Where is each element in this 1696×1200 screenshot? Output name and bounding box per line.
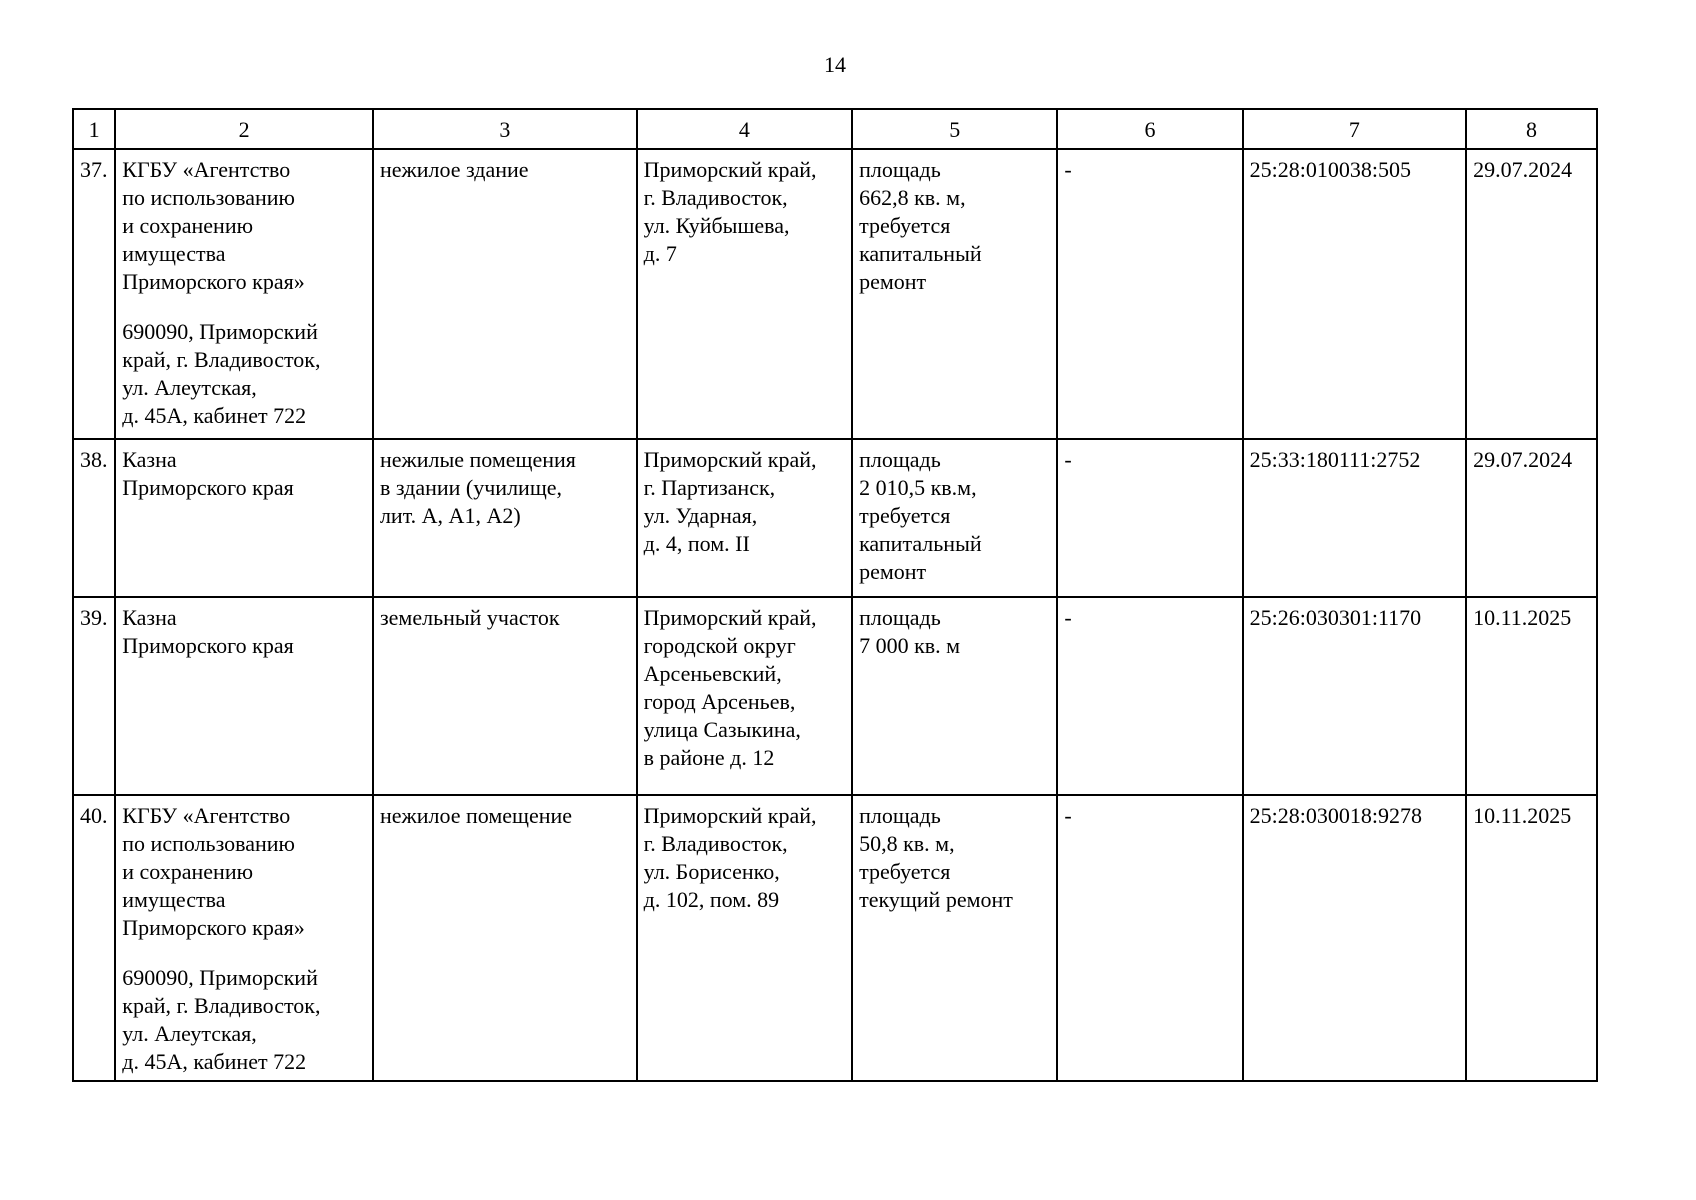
property-registry-table (72, 108, 1598, 1082)
column-header: 3 (373, 109, 637, 149)
holder-cell (115, 795, 373, 1081)
column-6-value: - (1057, 149, 1242, 439)
page-number: 14 (824, 52, 846, 77)
column-6-value: - (1057, 795, 1242, 1081)
cadastral-number: 25:26:030301:1170 (1243, 597, 1466, 795)
row-number: 40. (73, 795, 115, 1081)
object-type: нежилое здание (373, 149, 637, 439)
holder-cell (115, 439, 373, 597)
object-characteristics: площадь 2 010,5 кв.м, требуется капитальный ремонт (852, 439, 1057, 597)
holder-address: 690090, Приморский край, г. Владивосток, ул. Алеутская, д. 45А, кабинет 722 (122, 319, 321, 428)
table-row (73, 795, 1597, 1081)
row-number: 39. (73, 597, 115, 795)
object-characteristics: площадь 7 000 кв. м (852, 597, 1057, 795)
object-type: земельный участок (373, 597, 637, 795)
cadastral-number: 25:28:030018:9278 (1243, 795, 1466, 1081)
column-header: 5 (852, 109, 1057, 149)
date-cell: 29.07.2024 (1466, 439, 1597, 597)
object-location: Приморский край, г. Владивосток, ул. Куйбышева, д. 7 (637, 149, 852, 439)
row-number: 38. (73, 439, 115, 597)
row-number: 37. (73, 149, 115, 439)
table-row (73, 597, 1597, 795)
date-cell: 10.11.2025 (1466, 795, 1597, 1081)
holder-cell (115, 597, 373, 795)
holder-name: КГБУ «Агентство по использованию и сохранению имущества Приморского края» (122, 803, 305, 940)
header-row (73, 109, 1597, 149)
object-characteristics: площадь 662,8 кв. м, требуется капитальный ремонт (852, 149, 1057, 439)
column-6-value: - (1057, 597, 1242, 795)
holder-address: 690090, Приморский край, г. Владивосток, ул. Алеутская, д. 45А, кабинет 722 (122, 965, 321, 1074)
table-row (73, 149, 1597, 439)
cadastral-number: 25:28:010038:505 (1243, 149, 1466, 439)
column-header: 8 (1466, 109, 1597, 149)
table-row (73, 439, 1597, 597)
column-6-value: - (1057, 439, 1242, 597)
holder-name: КГБУ «Агентство по использованию и сохранению имущества Приморского края» (122, 157, 305, 294)
column-header: 6 (1057, 109, 1242, 149)
column-header: 2 (115, 109, 373, 149)
holder-name: Казна Приморского края (122, 605, 294, 658)
date-cell: 29.07.2024 (1466, 149, 1597, 439)
object-location: Приморский край, городской округ Арсеньевский, город Арсеньев, улица Сазыкина, в районе д. 12 (637, 597, 852, 795)
holder-cell (115, 149, 373, 439)
column-header: 1 (73, 109, 115, 149)
object-type: нежилые помещения в здании (училище, лит. А, А1, А2) (373, 439, 637, 597)
column-header: 7 (1243, 109, 1466, 149)
object-characteristics: площадь 50,8 кв. м, требуется текущий ремонт (852, 795, 1057, 1081)
holder-name: Казна Приморского края (122, 447, 294, 500)
object-type: нежилое помещение (373, 795, 637, 1081)
object-location: Приморский край, г. Владивосток, ул. Борисенко, д. 102, пом. 89 (637, 795, 852, 1081)
column-header: 4 (637, 109, 852, 149)
date-cell: 10.11.2025 (1466, 597, 1597, 795)
object-location: Приморский край, г. Партизанск, ул. Ударная, д. 4, пом. II (637, 439, 852, 597)
cadastral-number: 25:33:180111:2752 (1243, 439, 1466, 597)
